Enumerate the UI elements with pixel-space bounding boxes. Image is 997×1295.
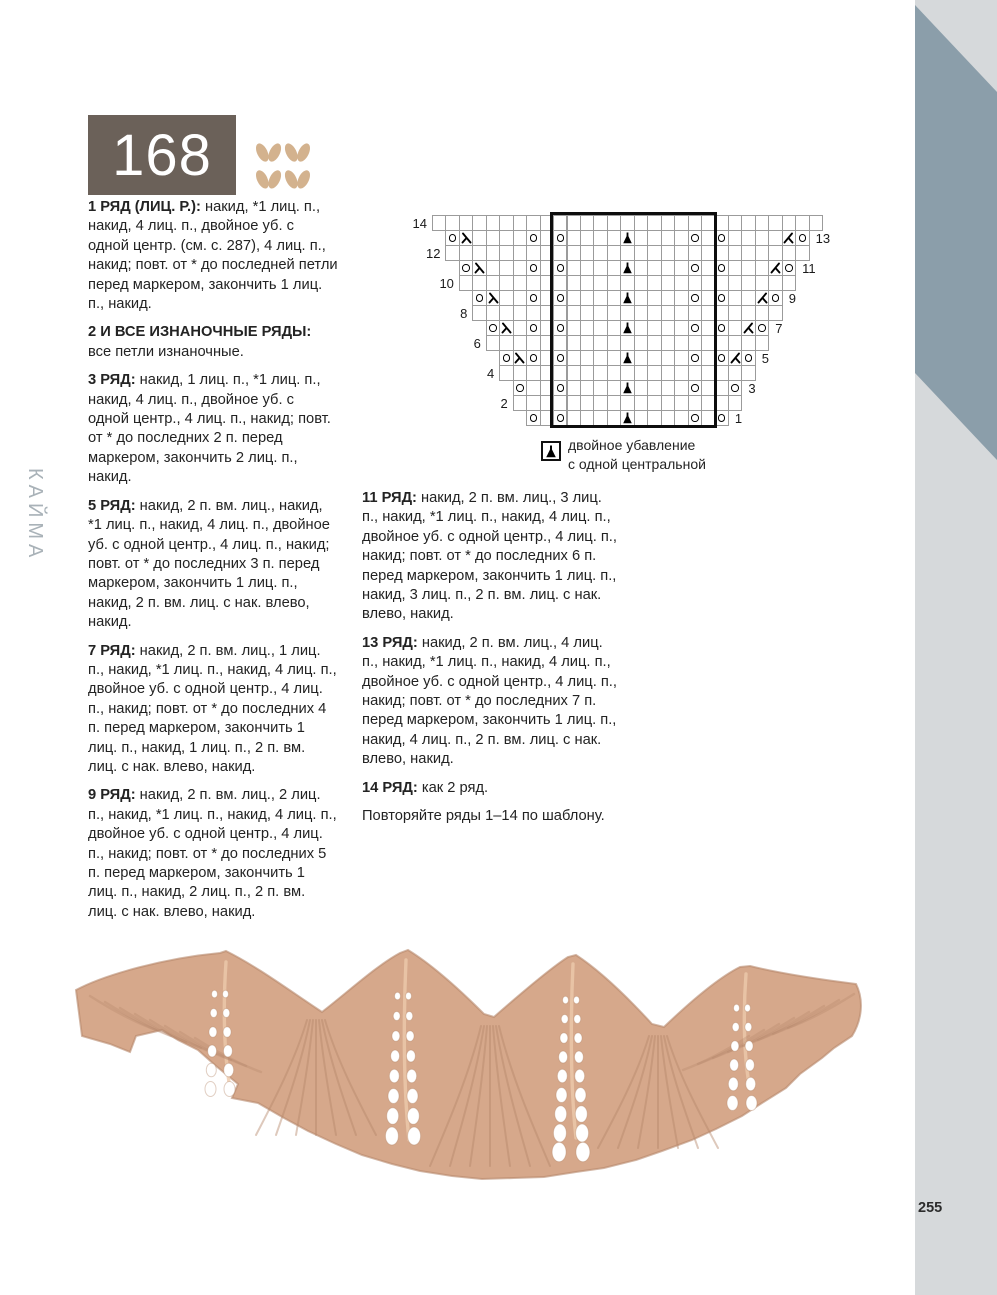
eyelet-hole (575, 1087, 586, 1102)
eyelet-hole (553, 1124, 566, 1142)
chart-cell (728, 275, 742, 291)
eyelet-hole (730, 1059, 739, 1071)
chart-cell (741, 290, 755, 306)
chart-cell (782, 230, 796, 246)
yarn-over-icon (530, 324, 538, 332)
chart-cell (728, 245, 742, 261)
eyelet-hole (745, 1022, 752, 1031)
central-double-decrease-icon (545, 445, 557, 458)
chart-cell (755, 275, 769, 291)
chart-cell (499, 230, 513, 246)
yarn-over-icon (718, 294, 726, 302)
chart-row-number: 5 (761, 351, 770, 366)
pattern-repeat-box (550, 212, 717, 428)
eyelet-hole (223, 1045, 232, 1057)
chart-row-number: 3 (748, 381, 756, 396)
eyelet-hole (209, 1027, 217, 1038)
yarn-over-icon (503, 354, 511, 362)
pattern-number: 168 (112, 122, 212, 188)
chart-cell (755, 320, 769, 336)
chart-cell (513, 230, 527, 246)
chart-cell (526, 215, 540, 231)
chart-row-number: 13 (815, 231, 831, 246)
swatch-photo (70, 940, 875, 1190)
eyelet-hole (557, 1069, 567, 1083)
chart-cell (728, 335, 742, 351)
chart-cell (755, 215, 769, 231)
chart-cell (795, 215, 809, 231)
yarn-over-icon (489, 324, 497, 332)
chart-cell (755, 260, 769, 276)
eyelet-hole (406, 1011, 413, 1020)
chart-cell (499, 290, 513, 306)
yarn-over-icon (516, 384, 524, 392)
chart-cell (782, 275, 796, 291)
chart-cell (741, 230, 755, 246)
chart-cell (459, 275, 473, 291)
chart-cell (741, 215, 755, 231)
chart-cell (526, 305, 540, 321)
eyelet-hole (407, 1088, 418, 1103)
yarn-over-icon (530, 354, 538, 362)
chart-cell (486, 290, 500, 306)
row-label: 1 РЯД (ЛИЦ. Р.): (88, 199, 205, 215)
instruction-paragraph: 7 РЯД: накид, 2 п. вм. лиц., 1 лиц. п., накид, *1 лиц. п., накид, 4 лиц. п., двойное уб. с одной центр., 4 лиц. п., накид; повт. от * до последних 4 п. перед маркером, закончить 1 лиц. п., накид, 1 лиц. п., 2 п. вм. лиц. с нак. влево, накид. (88, 642, 337, 775)
chart-row-number: 14 (412, 216, 427, 231)
chart-cell (472, 245, 486, 261)
right-decrease-icon (743, 322, 754, 334)
chart-row-number: 8 (460, 306, 468, 321)
chart-cell (526, 245, 540, 261)
eyelet-hole (407, 1108, 419, 1125)
chart-cell (728, 395, 742, 411)
eyelet-hole (745, 1059, 754, 1071)
yarn-over-icon (530, 414, 538, 422)
instruction-paragraph: 3 РЯД: накид, 1 лиц. п., *1 лиц. п., накид, 4 лиц. п., двойное уб. с одной центр., 4 лиц. п., накид; повт. от * до последних 2 п. перед маркером, закончить 2 лиц. п., накид. (88, 372, 331, 486)
chart-cell (526, 380, 540, 396)
chart-cell (782, 260, 796, 276)
eyelet-hole (224, 1063, 234, 1077)
chart-cell (768, 245, 782, 261)
chart-cell (526, 350, 540, 366)
chart-cell (526, 275, 540, 291)
eyelet-hole (574, 1033, 582, 1044)
chart-cell (513, 305, 527, 321)
chart-cell (513, 245, 527, 261)
chart-cell (472, 215, 486, 231)
instruction-paragraph: 9 РЯД: накид, 2 п. вм. лиц., 2 лиц. п., накид, *1 лиц. п., накид, 4 лиц. п., двойное уб. с одной центр., 4 лиц. п., накид; повт. от * до последних 5 п. перед маркером, закончить 1 лиц. п., накид, 2 лиц. п., 2 п. вм. лиц. с нак. влево, накид. (88, 787, 337, 920)
chart-cell (526, 335, 540, 351)
chart-cell (768, 290, 782, 306)
row-label: 3 РЯД: (88, 372, 140, 389)
chart-row-number: 4 (487, 366, 495, 381)
eyelet-hole (205, 1081, 216, 1096)
chart-cell (728, 290, 742, 306)
chart-cell (472, 260, 486, 276)
yarn-over-icon (785, 264, 793, 272)
eyelet-hole (576, 1124, 589, 1142)
instruction-paragraph: 11 РЯД: накид, 2 п. вм. лиц., 3 лиц. п., накид, *1 лиц. п., накид, 4 лиц. п., двойное уб. с одной центр., 4 лиц. п., накид; повт. от * до последних 6 п. перед маркером, закончить 1 лиц. п., накид, 3 лиц. п., 2 п. вм. лиц. с нак. влево, накид. (362, 490, 617, 623)
eyelet-hole (555, 1106, 567, 1123)
chart-cell (741, 320, 755, 336)
chart-row-number: 11 (802, 261, 816, 276)
eyelet-hole (556, 1087, 567, 1102)
chart-row-number: 6 (473, 336, 481, 351)
chart-cell (486, 245, 500, 261)
chart-cell (526, 260, 540, 276)
chart-cell (809, 215, 823, 231)
sidebar-section-label: КАЙМА (24, 468, 46, 563)
row-label: 9 РЯД: (88, 787, 140, 804)
chart-cell (513, 290, 527, 306)
chart-cell (513, 350, 527, 366)
chart-cell (728, 260, 742, 276)
row-label: 14 РЯД: (362, 779, 422, 796)
chart-cell (768, 230, 782, 246)
chart-cell (499, 275, 513, 291)
chart-cell (513, 260, 527, 276)
chart-cell (459, 215, 473, 231)
eyelet-hole (746, 1077, 756, 1091)
legend-text (568, 436, 706, 474)
chart-cell (513, 395, 527, 411)
chart-cell (728, 305, 742, 321)
eyelet-hole (406, 1031, 414, 1042)
chart-cell (768, 305, 782, 321)
sidebar-band (915, 0, 997, 470)
row-label: 11 РЯД: (362, 490, 422, 506)
chart-cell (499, 305, 513, 321)
chart-row-number: 7 (775, 321, 783, 336)
chart-row-number: 10 (439, 276, 454, 291)
chart-cell (741, 350, 755, 366)
yarn-over-icon (731, 384, 739, 392)
chart-cell (782, 215, 796, 231)
eyelet-hole (559, 1051, 568, 1063)
chart-cell (728, 320, 742, 336)
eyelet-hole (734, 1004, 740, 1012)
yarn-over-icon (772, 294, 780, 302)
chart-cell (445, 215, 459, 231)
eyelet-hole (206, 1063, 216, 1077)
instruction-paragraph: 5 РЯД: накид, 2 п. вм. лиц., накид, *1 лиц. п., накид, 4 лиц. п., двойное уб. с одной центр., 4 лиц. п., накид; повт. от * до последних 3 п. перед маркером, закончить 1 лиц. п., накид, 2 п. вм. лиц. с нак. влево, накид. (88, 497, 330, 631)
chart-cell (432, 215, 446, 231)
chart-cell (513, 275, 527, 291)
chart-cell (513, 365, 527, 381)
eyelet-hole (576, 1142, 590, 1162)
chart-cell (486, 230, 500, 246)
eyelet-hole (391, 1050, 400, 1062)
yarn-over-icon (718, 354, 726, 362)
chart-cell (728, 230, 742, 246)
yarn-over-icon (799, 234, 807, 242)
eyelet-hole (388, 1088, 399, 1103)
eyelet-hole (393, 1011, 400, 1020)
chart-cell (728, 350, 742, 366)
legend-line1: двойное убавление (568, 437, 696, 453)
chart-cell (741, 245, 755, 261)
eyelet-hole (389, 1069, 399, 1083)
chart-cell (526, 320, 540, 336)
chart-row-number: 2 (500, 396, 508, 411)
chart-cell (755, 305, 769, 321)
chart-cell (486, 260, 500, 276)
eyelet-hole (574, 1051, 583, 1063)
eyelet-hole (745, 1041, 753, 1052)
eyelet-hole (561, 1014, 568, 1023)
chart-row-number: 12 (425, 246, 441, 261)
instruction-paragraph: 13 РЯД: накид, 2 п. вм. лиц., 4 лиц. п., накид, *1 лиц. п., накид, 4 лиц. п., двойное уб. с одной центр., 4 лиц. п., накид; повт. от * до последних 7 п. перед маркером, закончить 1 лиц. п., накид, 4 лиц. п., 2 п. вм. лиц. с нак. влево, накид. (362, 634, 617, 768)
chart-cell (486, 215, 500, 231)
yarn-over-icon (718, 324, 726, 332)
page-number: 255 (918, 1200, 943, 1216)
chart-cell (499, 215, 513, 231)
chart-cell (459, 260, 473, 276)
eyelet-hole (727, 1095, 738, 1110)
chart-cell (741, 305, 755, 321)
chart-cell (526, 410, 540, 426)
chart-cell (486, 335, 500, 351)
chart-cell (513, 320, 527, 336)
eyelet-hole (395, 992, 401, 1000)
chart-cell (741, 275, 755, 291)
chart-cell (513, 335, 527, 351)
chart-cell (513, 215, 527, 231)
chart-cell (472, 290, 486, 306)
yarn-over-icon (758, 324, 766, 332)
eyelet-hole (406, 992, 412, 1000)
chart-cell (472, 275, 486, 291)
chart-cell (728, 365, 742, 381)
chart-cell (499, 365, 513, 381)
eyelet-hole (728, 1077, 738, 1091)
row-label: 2 И ВСЕ ИЗНАНОЧНЫЕ РЯДЫ: (88, 324, 312, 341)
yarn-over-icon (462, 264, 470, 272)
chart-cell (499, 335, 513, 351)
left-decrease-icon (514, 352, 525, 364)
eyelet-hole (387, 1108, 399, 1125)
eyelet-hole (552, 1142, 566, 1162)
left-decrease-icon (488, 292, 499, 304)
chart-cell (472, 230, 486, 246)
eyelet-hole (223, 990, 229, 998)
yarn-over-icon (745, 354, 753, 362)
eyelet-hole (212, 990, 218, 998)
chart-row-number: 9 (788, 291, 796, 306)
eyelet-hole (746, 1095, 757, 1110)
chart-cell (755, 245, 769, 261)
legend-line2: с одной центральной (568, 456, 706, 472)
yarn-over-icon (476, 294, 484, 302)
eyelet-hole (563, 996, 569, 1004)
right-decrease-icon (730, 352, 741, 364)
yarn-over-icon (449, 234, 457, 242)
instructions-left-column (88, 198, 338, 931)
yarn-over-icon (718, 264, 726, 272)
chart-cell (513, 380, 527, 396)
chart-cell (445, 230, 459, 246)
chart-row-number: 1 (734, 411, 743, 426)
eyelet-hole (408, 1127, 421, 1145)
chart-cell (499, 320, 513, 336)
yarn-over-icon (530, 294, 538, 302)
chart-cell (782, 245, 796, 261)
chart-cell (755, 335, 769, 351)
chart-cell (499, 245, 513, 261)
chart-cell (768, 275, 782, 291)
chart-cell (795, 230, 809, 246)
instructions-right-column (362, 489, 617, 836)
yarn-over-icon (718, 414, 726, 422)
chart-cell (526, 290, 540, 306)
eyelet-hole (732, 1022, 739, 1031)
chart-cell (459, 245, 473, 261)
chart-cell (472, 305, 486, 321)
chart-cell (795, 245, 809, 261)
instruction-paragraph: 14 РЯД: как 2 ряд. (362, 779, 489, 796)
row-label: 5 РЯД: (88, 497, 140, 514)
eyelet-hole (745, 1004, 751, 1012)
left-decrease-icon (474, 262, 485, 274)
chart-cell (741, 260, 755, 276)
eyelet-hole (223, 1008, 230, 1017)
instruction-paragraph: Повторяйте ряды 1–14 по шаблону. (362, 808, 605, 825)
sidebar (915, 0, 997, 1295)
yarn-over-icon (530, 264, 538, 272)
chart-cell (459, 230, 473, 246)
chart-cell (741, 365, 755, 381)
eyelet-hole (208, 1045, 217, 1057)
yarn-over-icon (530, 234, 538, 242)
row-label: 7 РЯД: (88, 642, 140, 659)
eyelet-hole (731, 1041, 739, 1052)
row-label: 13 РЯД: (362, 634, 422, 651)
chart-cell (499, 350, 513, 366)
left-decrease-icon (461, 232, 472, 244)
pattern-number-box (88, 115, 236, 195)
left-decrease-icon (501, 322, 512, 334)
eyelet-hole (210, 1008, 217, 1017)
eyelet-hole (407, 1069, 417, 1083)
instruction-paragraph: 1 РЯД (ЛИЦ. Р.): накид, *1 лиц. п., накид, 4 лиц. п., двойное уб. с одной центр. (см. с. 287), 4 лиц. п., накид; повт. от * до последней петли перед маркером, закончить 1 лиц. п., накид. (88, 199, 338, 313)
chart-cell (768, 260, 782, 276)
chart-cell (755, 290, 769, 306)
eyelet-hole (574, 996, 580, 1004)
eyelet-hole (392, 1031, 400, 1042)
right-decrease-icon (783, 232, 794, 244)
eyelet-hole (560, 1033, 568, 1044)
right-decrease-icon (757, 292, 768, 304)
chart-cell (486, 305, 500, 321)
chart-cell (499, 260, 513, 276)
chart-cell (486, 275, 500, 291)
chart-cell (526, 395, 540, 411)
instruction-paragraph: 2 И ВСЕ ИЗНАНОЧНЫЕ РЯДЫ: все петли изнаночные. (88, 324, 312, 360)
eyelet-hole (406, 1050, 415, 1062)
chart-cell (741, 335, 755, 351)
eyelet-hole (575, 1069, 585, 1083)
knitting-chart (412, 215, 831, 426)
chart-cell (445, 245, 459, 261)
eyelet-hole (574, 1014, 581, 1023)
eyelet-hole (224, 1081, 235, 1096)
right-decrease-icon (770, 262, 781, 274)
chart-cell (486, 320, 500, 336)
yarn-over-icon (718, 234, 726, 242)
leaf-motif-icon (252, 138, 314, 196)
chart-cell (728, 215, 742, 231)
chart-cell (768, 215, 782, 231)
legend-symbol-cell (541, 441, 561, 461)
eyelet-hole (385, 1127, 398, 1145)
sidebar-stitch-count-label: с числом петель, кратным 12 (27, 98, 44, 315)
chart-cell (728, 380, 742, 396)
eyelet-hole (223, 1027, 231, 1038)
chart-cell (755, 230, 769, 246)
chart-cell (526, 365, 540, 381)
eyelet-hole (575, 1106, 587, 1123)
chart-cell (526, 230, 540, 246)
